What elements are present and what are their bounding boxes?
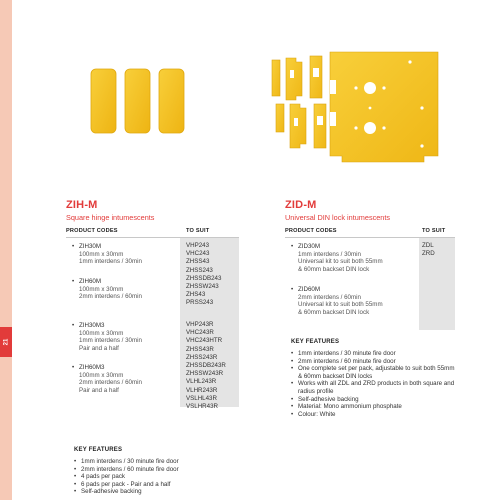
hinge-pad	[91, 69, 116, 133]
right-key-features-list	[291, 350, 456, 418]
kit-strike	[286, 58, 302, 100]
code-detail: Universal kit to suit both 55mm	[298, 258, 383, 266]
key-feature: • 2mm interdens / 60 minute fire door	[291, 358, 456, 366]
left-key-features-list	[74, 458, 244, 496]
code-detail: & 60mm backset DIN lock	[298, 265, 370, 273]
kit-notch	[330, 80, 336, 94]
code-detail: Pair and a half	[79, 344, 119, 352]
code-detail: 2mm interdens / 60min	[79, 293, 142, 301]
key-feature: • Self-adhesive backing	[74, 488, 244, 496]
suit-item: VHP243	[186, 242, 210, 249]
kit-slot	[290, 70, 294, 78]
left-code-item: • ZIH60M3 100mm x 30mm 2mm interdens / 60min Pair and a half	[72, 364, 142, 394]
suit-item: VSLHL43R	[186, 394, 217, 402]
left-header-divider	[66, 237, 239, 238]
product-code: ZIH60M3	[79, 364, 105, 371]
product-code: ZIH30M	[79, 243, 102, 250]
suit-item: ZDL	[422, 242, 434, 249]
hinge-pads-image	[88, 66, 188, 136]
suit-item: ZHS43	[186, 291, 206, 299]
code-detail: 2mm interdens / 60min	[79, 379, 142, 387]
kit-hole	[382, 126, 385, 129]
key-feature: • 1mm interdens / 30 minute fire door	[74, 458, 244, 466]
key-feature: • 2mm interdens / 60 minute fire door	[74, 466, 244, 474]
key-feature: • 1mm interdens / 30 minute fire door	[291, 350, 456, 358]
suit-item: VLHL243R	[186, 378, 217, 386]
key-feature: • Material: Mono ammonium phosphate	[291, 403, 456, 411]
suit-item: VHC243HTR	[186, 337, 223, 345]
left-code-item: • ZIH30M 100mm x 30mm 1mm interdens / 30min	[72, 243, 142, 266]
kit-hole	[382, 86, 385, 89]
right-subtitle: Universal DIN lock intumescents	[285, 213, 391, 222]
hinge-pad	[159, 69, 184, 133]
kit-hole	[354, 126, 357, 129]
kit-hole	[354, 86, 357, 89]
product-code: ZID30M	[298, 243, 321, 250]
kit-hole	[364, 122, 376, 134]
hinge-pad	[125, 69, 150, 133]
suit-item: VHC243R	[186, 329, 214, 337]
code-detail: 1mm interdens / 30min	[79, 337, 142, 345]
kit-hole	[420, 106, 423, 109]
key-feature: • Self-adhesive backing	[291, 396, 456, 404]
suit-item: VHP243R	[186, 321, 214, 328]
suit-item: PRSS243	[186, 299, 214, 307]
left-suit-list-2	[186, 321, 226, 411]
right-code-item: • ZID60M 2mm interdens / 60min Universal kit to suit both 55mm & 60mm backset DIN lock	[291, 286, 383, 316]
suit-item: ZHSS43	[186, 258, 210, 266]
suit-item: ZHSSW243	[186, 283, 219, 291]
suit-item: ZHSS243	[186, 266, 213, 274]
key-feature: • 6 pads per pack - Pair and a half	[74, 481, 244, 489]
kit-hole	[420, 144, 423, 147]
code-detail: 100mm x 30mm	[79, 285, 124, 293]
kit-faceplate	[314, 104, 326, 148]
right-title: ZID-M	[285, 199, 317, 211]
page-number-tab	[0, 327, 12, 357]
code-detail: 2mm interdens / 60min	[298, 293, 361, 301]
left-key-features-title: KEY FEATURES	[74, 447, 123, 453]
key-feature: • Colour: White	[291, 411, 456, 419]
kit-hole	[364, 82, 376, 94]
kit-slot	[294, 118, 298, 126]
right-code-item: • ZID30M 1mm interdens / 30min Universal kit to suit both 55mm & 60mm backset DIN lock	[291, 243, 383, 273]
suit-item: VHC243	[186, 250, 210, 258]
left-code-item: • ZIH60M 100mm x 30mm 2mm interdens / 60min	[72, 278, 142, 301]
kit-hole	[408, 60, 411, 63]
product-code: ZIH60M	[79, 278, 102, 285]
din-lock-kit-image	[270, 42, 450, 164]
suit-item: VSLHR43R	[186, 403, 218, 411]
kit-strip	[272, 60, 280, 96]
left-header-codes: PRODUCT CODES	[66, 228, 118, 234]
left-subtitle: Square hinge intumescents	[66, 213, 155, 222]
code-detail: 1mm interdens / 30min	[298, 250, 361, 258]
suit-item: ZHSS243R	[186, 353, 218, 361]
key-feature: • One complete set per pack, adjustable to suit both 55mm & 60mm backset DIN locks	[291, 365, 456, 380]
suit-item: ZHSSW243R	[186, 370, 224, 378]
kit-strip	[276, 104, 284, 132]
suit-item: VLHR243R	[186, 386, 218, 394]
left-code-item: • ZIH30M3 100mm x 30mm 1mm interdens / 30min Pair and a half	[72, 322, 142, 352]
suit-item: ZHSSDB243	[186, 274, 222, 282]
right-header-codes: PRODUCT CODES	[285, 228, 337, 234]
code-detail: 1mm interdens / 30min	[79, 258, 142, 266]
key-feature: • Works with all ZDL and ZRD products in both square and radius profile	[291, 380, 456, 395]
kit-notch	[330, 112, 336, 126]
code-detail: 100mm x 30mm	[79, 329, 124, 337]
kit-slot	[317, 116, 323, 125]
right-header-divider	[285, 237, 455, 238]
suit-item: ZRD	[422, 250, 435, 258]
product-code: ZIH30M3	[79, 322, 105, 329]
code-detail: 100mm x 30mm	[79, 371, 124, 379]
page-number: 21	[3, 338, 9, 346]
code-detail: Universal kit to suit both 55mm	[298, 301, 383, 309]
suit-item: ZHSSDB243R	[186, 362, 226, 370]
left-suit-list-1	[186, 242, 221, 308]
code-detail: 100mm x 30mm	[79, 250, 124, 258]
left-header-suit: TO SUIT	[186, 228, 210, 234]
kit-hole	[369, 107, 372, 110]
suit-item: ZHSS43R	[186, 345, 214, 353]
code-detail: Pair and a half	[79, 386, 119, 394]
product-code: ZID60M	[298, 286, 321, 293]
code-detail: & 60mm backset DIN lock	[298, 308, 370, 316]
kit-slot	[313, 68, 319, 77]
right-key-features-title: KEY FEATURES	[291, 339, 340, 345]
right-suit-list	[422, 242, 435, 258]
right-header-suit: TO SUIT	[422, 228, 446, 234]
left-title: ZIH-M	[66, 199, 98, 211]
key-feature: • 4 pads per pack	[74, 473, 244, 481]
side-strip	[0, 0, 12, 500]
